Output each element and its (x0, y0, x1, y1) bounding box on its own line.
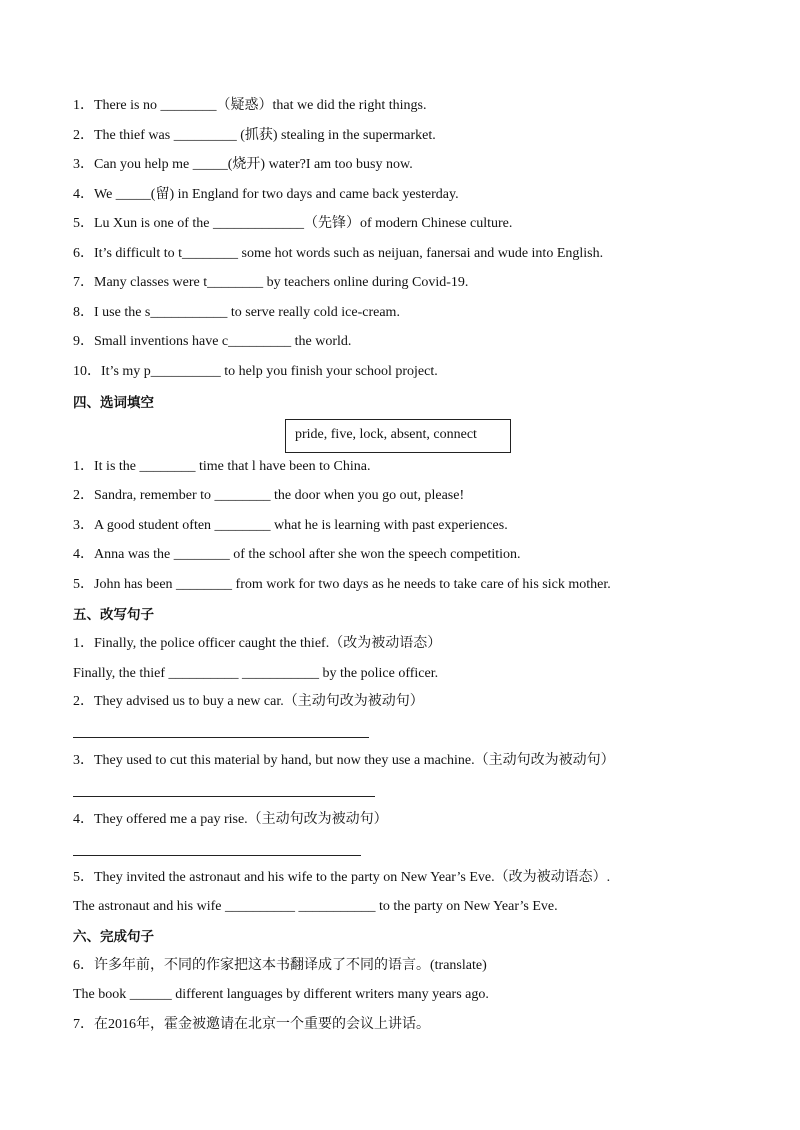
s3-item-1: 1．There is no ________（疑惑）that we did the right things. (73, 98, 427, 113)
s5-answer-5: The astronaut and his wife __________ ___________ to the party on New Year’s Eve. (73, 899, 558, 914)
s3-item-10: 10．It’s my p__________ to help you finish your school project. (73, 364, 438, 379)
s6-question-6: 6．许多年前，不同的作家把这本书翻译成了不同的语言。(translate) (73, 958, 487, 973)
s3-item-7: 7．Many classes were t________ by teachers online during Covid-19. (73, 275, 469, 290)
s4-item-5: 5．John has been ________ from work for two days as he needs to take care of his sick mother. (73, 577, 611, 592)
s3-item-2: 2．The thief was _________ (抓获) stealing in the supermarket. (73, 128, 436, 143)
s3-item-8: 8．I use the s___________ to serve really cold ice-cream. (73, 305, 400, 320)
s3-item-6: 6．It’s difficult to t________ some hot words such as neijuan, fanersai and wude into English. (73, 246, 604, 261)
section-6-heading: 六、完成句子 (73, 929, 154, 945)
s5-question-4: 4．They offered me a pay rise.（主动句改为被动句） (73, 812, 388, 827)
s5-question-3: 3．They used to cut this material by hand, but now they use a machine.（主动句改为被动句） (73, 753, 615, 768)
s5-question-1: 1．Finally, the police officer caught the thief.（改为被动语态） (73, 636, 442, 651)
s3-item-9: 9．Small inventions have c_________ the world. (73, 334, 352, 349)
s6-answer-6: The book ______ different languages by different writers many years ago. (73, 987, 489, 1002)
s3-item-5: 5．Lu Xun is one of the _____________（先锋）of modern Chinese culture. (73, 216, 513, 231)
section-4-heading: 四、选词填空 (73, 395, 154, 411)
word-bank-box (285, 419, 511, 453)
s4-item-3: 3．A good student often ________ what he is learning with past experiences. (73, 518, 508, 533)
answer-line-4 (73, 855, 361, 856)
s5-answer-1: Finally, the thief __________ ___________ by the police officer. (73, 666, 439, 681)
word-bank-text: pride, five, lock, absent, connect (295, 427, 477, 442)
answer-line-3 (73, 796, 375, 797)
section-5-heading: 五、改写句子 (73, 607, 154, 623)
s3-item-3: 3．Can you help me _____(烧开) water?I am too busy now. (73, 157, 413, 172)
s5-question-2: 2．They advised us to buy a new car.（主动句改为被动句） (73, 694, 424, 709)
s5-question-5: 5．They invited the astronaut and his wife to the party on New Year’s Eve.（改为被动语态）. (73, 870, 611, 885)
s6-question-7: 7．在2016年，霍金被邀请在北京一个重要的会议上讲话。 (73, 1017, 430, 1032)
s4-item-4: 4．Anna was the ________ of the school after she won the speech competition. (73, 547, 521, 562)
answer-line-2 (73, 737, 369, 738)
s4-item-2: 2．Sandra, remember to ________ the door when you go out, please! (73, 488, 465, 503)
s3-item-4: 4．We _____(留) in England for two days and came back yesterday. (73, 187, 459, 202)
s4-item-1: 1．It is the ________ time that l have been to China. (73, 459, 371, 474)
